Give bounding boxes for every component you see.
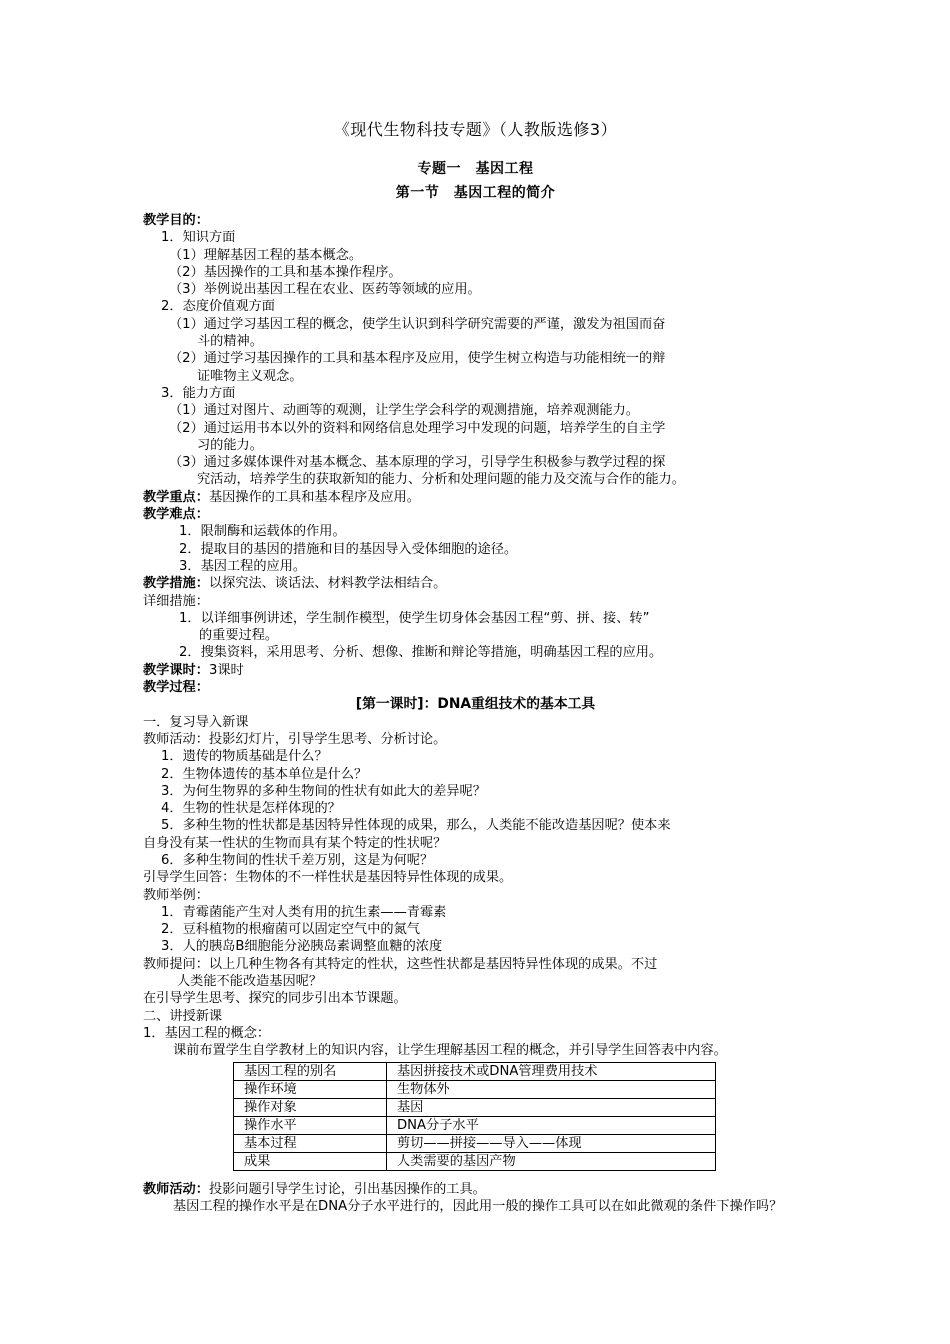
teacher-question: 教师提问：以上几种生物各有其特定的性状，这些性状都是基因特异性体现的成果。不过 — [143, 956, 658, 972]
difficult-label: 教学难点： — [143, 507, 209, 523]
goal-item: 证唯物主义观念。 — [197, 368, 303, 384]
table-row — [234, 1062, 716, 1080]
key-points: 教学重点：基因操作的工具和基本程序及应用。 — [143, 489, 420, 505]
goal-item: 究活动，培养学生的获取新知的能力、分析和处理问题的能力及交流与合作的能力。 — [197, 472, 685, 488]
student-answer: 引导学生回答：生物体的不一样性状是基因特异性体现的成果。 — [143, 870, 513, 886]
detail-label: 详细措施： — [143, 593, 209, 609]
teacher-question-cont: 人类能不能改造基因呢？ — [177, 974, 323, 990]
example-item: 1．青霉菌能产生对人类有用的抗生素——青霉素 — [161, 904, 447, 920]
table-value-cell: 人类需要的基因产物 — [387, 1152, 716, 1170]
table-row — [234, 1134, 716, 1152]
table-value-cell: 生物体外 — [387, 1080, 716, 1098]
process-label: 教学过程： — [143, 680, 209, 696]
goal-item: 3．能力方面 — [161, 385, 236, 401]
teaching-method: 教学措施：以探究法、谈话法、材料教学法相结合。 — [143, 576, 447, 592]
goal-item: （1）通过学习基因工程的概念，使学生认识到科学研究需要的严谨，激发为祖国而奋 — [169, 316, 666, 332]
table-key-cell: 操作环境 — [234, 1080, 387, 1098]
goal-item: 习的能力。 — [197, 437, 263, 453]
goal-item: （3）通过多媒体课件对基本概念、基本原理的学习，引导学生积极参与教学过程的探 — [169, 455, 666, 471]
lead-in: 在引导学生思考、探究的同步引出本节课题。 — [143, 991, 407, 1007]
concept-title: 1．基因工程的概念： — [143, 1025, 271, 1041]
lesson-title: [第一课时]：DNA重组技术的基本工具 — [355, 696, 596, 713]
goal-item: 斗的精神。 — [197, 334, 263, 350]
document-page — [143, 120, 808, 1215]
question-item: 5．多种生物的性状都是基因特异性体现的成果，那么，人类能不能改造基因呢？使本来 — [161, 818, 671, 834]
topic-heading: 专题一 基因工程 — [417, 161, 534, 177]
detail-item: 2．搜集资料，采用思考、分析、想像、推断和辩论等措施，明确基因工程的应用。 — [179, 645, 663, 661]
example-item: 3．人的胰岛B细胞能分泌胰岛素调整血糖的浓度 — [161, 939, 443, 955]
part-two-title: 二、讲授新课 — [143, 1008, 223, 1024]
difficult-item: 1．限制酶和运载体的作用。 — [179, 524, 346, 540]
table-row — [234, 1116, 716, 1134]
goal-item: （3）举例说出基因工程在农业、医药等领域的应用。 — [169, 282, 481, 298]
table-row — [234, 1080, 716, 1098]
teaching-hours: 教学课时：3课时 — [143, 662, 244, 678]
difficult-item: 3．基因工程的应用。 — [179, 558, 307, 574]
section-heading: 第一节 基因工程的简介 — [395, 185, 556, 201]
table-value-cell: 基因拼接技术或DNA管理费用技术 — [387, 1062, 716, 1080]
examples-label: 教师举例： — [143, 887, 209, 903]
question-item: 2．生物体遗传的基本单位是什么？ — [161, 766, 368, 782]
teacher-activity: 教师活动：投影幻灯片，引导学生思考、分析讨论。 — [143, 731, 447, 747]
difficult-list — [143, 523, 808, 575]
goal-item: （1）通过对图片、动画等的观测，让学生学会科学的观测措施，培养观测能力。 — [169, 403, 639, 419]
difficult-item: 2．提取目的基因的措施和目的基因导入受体细胞的途径。 — [179, 541, 518, 557]
concept-table — [233, 1062, 716, 1171]
table-key-cell: 成果 — [234, 1152, 387, 1170]
example-item: 2．豆科植物的根瘤菌可以固定空气中的氮气 — [161, 922, 420, 938]
goal-item: （2）基因操作的工具和基本操作程序。 — [169, 264, 402, 280]
example-list — [143, 904, 808, 956]
question-item: 自身没有某一性状的生物而具有某个特定的性状呢？ — [143, 835, 447, 851]
final-paragraph: 基因工程的操作水平是在DNA分子水平进行的，因此用一般的操作工具可以在如此微观的条件下操作吗？ — [173, 1198, 783, 1214]
goal-item: 1．知识方面 — [161, 230, 236, 246]
question-list — [143, 748, 808, 869]
goals-list — [143, 229, 808, 488]
table-key-cell: 基因工程的别名 — [234, 1062, 387, 1080]
part-one-title: 一．复习导入新课 — [143, 714, 249, 730]
goal-item: （2）通过学习基因操作的工具和基本程序及应用，使学生树立构造与功能相统一的辩 — [169, 351, 666, 367]
table-value-cell: 基因 — [387, 1098, 716, 1116]
table-key-cell: 基本过程 — [234, 1134, 387, 1152]
question-item: 3．为何生物界的多种生物间的性状有如此大的差异呢？ — [161, 783, 486, 799]
table-row — [234, 1152, 716, 1170]
goal-item: 2．态度价值观方面 — [161, 299, 275, 315]
table-key-cell: 操作水平 — [234, 1116, 387, 1134]
detail-list — [143, 610, 808, 662]
table-row — [234, 1098, 716, 1116]
question-item: 1．遗传的物质基础是什么？ — [161, 749, 328, 765]
question-item: 6．多种生物间的性状千差万别，这是为何呢？ — [161, 852, 434, 868]
document-title: 《现代生物科技专题》（人教版选修3） — [333, 120, 618, 139]
goals-label: 教学目的： — [143, 213, 209, 228]
goal-item: （2）通过运用书本以外的资料和网络信息处理学习中发现的问题，培养学生的自主学 — [169, 420, 666, 436]
question-item: 4．生物的性状是怎样体现的？ — [161, 801, 341, 817]
goal-item: （1）理解基因工程的基本概念。 — [169, 247, 363, 263]
table-value-cell: 剪切——拼接——导入——体现 — [387, 1134, 716, 1152]
detail-item: 1．以详细事例讲述，学生制作模型，使学生切身体会基因工程“剪、拼、接、转” — [179, 610, 650, 626]
teacher-activity-2: 教师活动：投影问题引导学生讨论，引出基因操作的工具。 — [143, 1181, 486, 1197]
detail-item: 的重要过程。 — [199, 628, 279, 644]
table-key-cell: 操作对象 — [234, 1098, 387, 1116]
table-value-cell: DNA分子水平 — [387, 1116, 716, 1134]
concept-paragraph: 课前布置学生自学教材上的知识内容，让学生理解基因工程的概念，并引导学生回答表中内容。 — [173, 1043, 727, 1059]
